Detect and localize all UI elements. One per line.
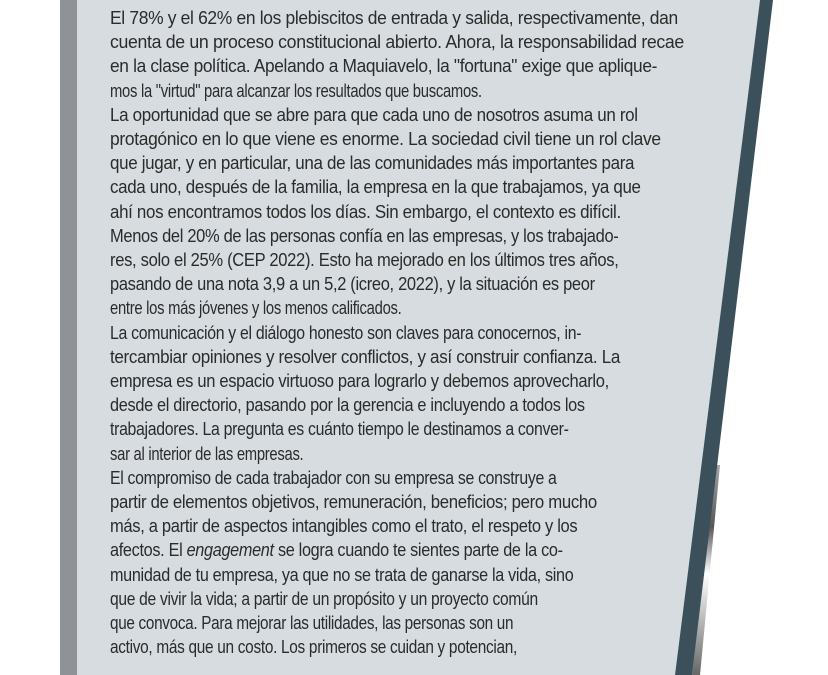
text-segment: se logra cuando te sientes parte de la co- <box>273 539 563 561</box>
text-line: ahí nos encontramos todos los días. Sin embargo, el contexto es difícil. <box>110 200 621 222</box>
text-line: mos la "virtud" para alcanzar los resultados que buscamos. <box>110 79 482 101</box>
text-line: La comunicación y el diálogo honesto son claves para conocernos, in- <box>110 321 582 343</box>
article-body <box>110 6 760 659</box>
text-line: Menos del 20% de las personas confía en las empresas, y los trabajado- <box>110 224 619 246</box>
text-line: munidad de tu empresa, ya que no se trata de ganarse la vida, sino <box>110 563 574 585</box>
text-line: La oportunidad que se abre para que cada uno de nosotros asuma un rol <box>110 103 638 125</box>
text-line: protagónico en lo que viene es enorme. La sociedad civil tiene un rol clave <box>110 128 661 150</box>
left-margin-bar <box>60 0 77 675</box>
text-line: res, solo el 25% (CEP 2022). Esto ha mejorado en los últimos tres años, <box>110 249 619 271</box>
text-segment: afectos. El <box>110 539 187 561</box>
text-line: que convoca. Para mejorar las utilidades, las personas son un <box>110 612 514 634</box>
text-line: pasando de una nota 3,9 a un 5,2 (icreo, 2022), y la situación es peor <box>110 273 595 295</box>
text-line: partir de elementos objetivos, remuneración, beneficios; pero mucho <box>110 491 597 513</box>
text-line-with-italic <box>110 538 680 562</box>
text-line: desde el directorio, pasando por la gerencia e incluyendo a todos los <box>110 394 585 416</box>
text-line: El compromiso de cada trabajador con su empresa se construye a <box>110 466 557 488</box>
text-line: cuenta de un proceso constitucional abierto. Ahora, la responsabilidad recae <box>110 31 684 53</box>
text-line: empresa es un espacio virtuoso para lograrlo y debemos aprovecharlo, <box>110 370 609 392</box>
text-line: activo, más que un costo. Los primeros se cuidan y potencian, <box>110 636 517 658</box>
italic-term: engagement <box>186 539 274 561</box>
text-line: sar al interior de las empresas. <box>110 442 304 464</box>
text-line: que de vivir la vida; a partir de un propósito y un proyecto común <box>110 587 538 609</box>
text-line: más, a partir de aspectos intangibles como el trato, el respeto y los <box>110 515 578 537</box>
text-line: en la clase política. Apelando a Maquiavelo, la "fortuna" exige que aplique- <box>110 55 658 77</box>
text-line: cada uno, después de la familia, la empresa en la que trabajamos, ya que <box>110 176 641 198</box>
text-line: trabajadores. La pregunta es cuánto tiempo le destinamos a conver- <box>110 418 569 440</box>
text-line: entre los más jóvenes y los menos calificados. <box>110 297 402 319</box>
text-line: que jugar, y en particular, una de las comunidades más importantes para <box>110 152 635 174</box>
text-line: tercambiar opiniones y resolver conflictos, y así construir confianza. La <box>110 345 621 367</box>
text-line: El 78% y el 62% en los plebiscitos de entrada y salida, respectivamente, dan <box>110 7 678 28</box>
